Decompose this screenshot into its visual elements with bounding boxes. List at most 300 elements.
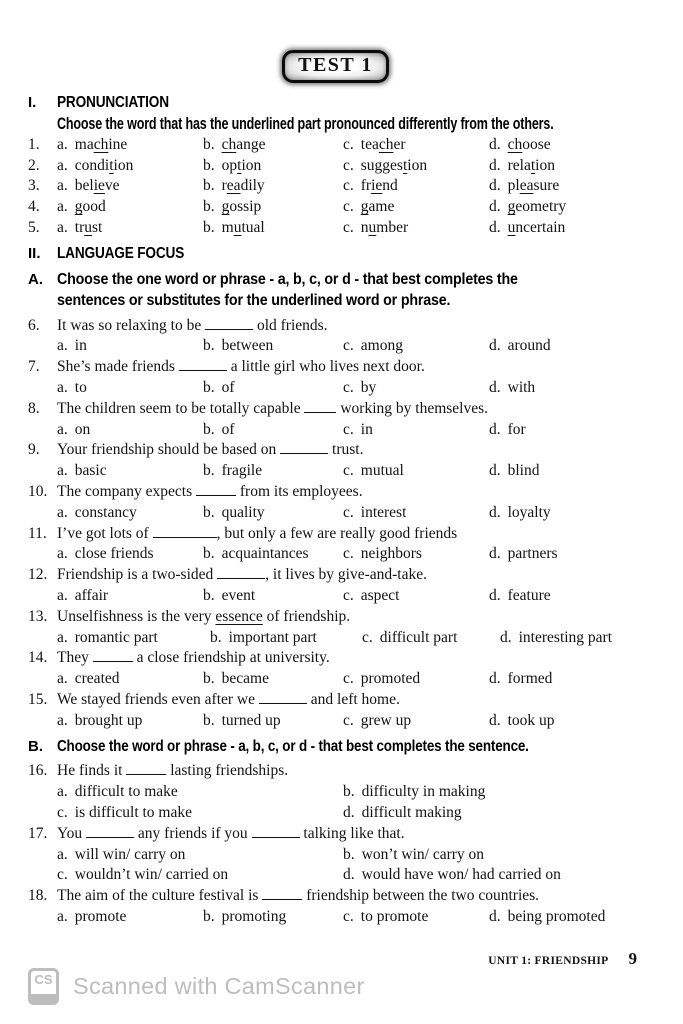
option-letter: d. [489, 907, 501, 925]
option-letter: b. [210, 628, 222, 646]
answer-option [57, 711, 203, 732]
question-item [28, 440, 673, 482]
option-text: relation [507, 156, 555, 174]
answer-option [343, 586, 489, 607]
question-stem: The aim of the culture festival is friendship between the two countries. [57, 887, 540, 905]
option-text: by [360, 378, 377, 396]
option-text: mutual [221, 218, 265, 236]
option-text: important part [228, 628, 317, 646]
answer-option [203, 197, 343, 218]
answer-blank [86, 824, 134, 838]
answer-option [57, 218, 203, 239]
option-letter: b. [203, 156, 215, 174]
question-stem: I’ve got lots of , but only a few are really good friends [57, 524, 458, 542]
answer-option [343, 803, 673, 824]
answer-option [343, 378, 489, 399]
option-letter: a. [57, 218, 68, 236]
option-letter: d. [489, 462, 501, 480]
answer-option [203, 907, 343, 928]
section-title-wrap [57, 92, 673, 113]
option-text: believe [74, 177, 120, 195]
question-item [28, 197, 673, 218]
option-letter: d. [489, 545, 501, 563]
question-number: 12. [28, 566, 48, 584]
question-stem: We stayed friends even after we and left home. [57, 690, 400, 708]
answer-option [489, 544, 673, 565]
option-letter: c. [343, 198, 354, 216]
answer-option [203, 378, 343, 399]
option-text: formed [507, 670, 553, 688]
answer-options [57, 628, 673, 649]
option-letter: b. [203, 503, 215, 521]
answer-option [57, 865, 343, 886]
option-letter: d. [489, 156, 501, 174]
answer-option [343, 865, 673, 886]
underlined-text: g [360, 198, 369, 216]
answer-option [489, 503, 673, 524]
answer-option [489, 711, 673, 732]
answer-option [203, 336, 343, 357]
question-body [57, 524, 673, 566]
answer-option [203, 420, 343, 441]
underlined-text: ie [93, 177, 105, 195]
option-text: friend [360, 177, 398, 195]
answer-options [57, 218, 673, 239]
question-item [28, 357, 673, 399]
option-letter: c. [343, 586, 354, 604]
option-letter: a. [57, 462, 68, 480]
answer-options [57, 420, 673, 441]
option-letter: d. [489, 378, 501, 396]
underlined-text: g [507, 198, 516, 216]
answer-option [57, 782, 343, 803]
answer-option [203, 135, 343, 156]
option-text: event [221, 586, 256, 604]
option-letter: b. [203, 586, 215, 604]
answer-options [57, 845, 673, 887]
answer-options [57, 782, 673, 824]
answer-option [343, 218, 489, 239]
answer-option [203, 461, 343, 482]
option-letter: d. [489, 135, 501, 153]
question-number: 7. [28, 358, 40, 376]
answer-option [343, 845, 673, 866]
question-stem: He finds it lasting friendships. [57, 762, 289, 780]
option-letter: c. [343, 218, 354, 236]
answer-option [343, 461, 489, 482]
answer-option [57, 176, 203, 197]
option-text: being promoted [507, 907, 606, 925]
option-text: for [507, 420, 526, 438]
question-body [57, 886, 673, 928]
question-number: 6. [28, 316, 40, 334]
part-letter: B. [28, 737, 43, 755]
option-letter: a. [57, 156, 68, 174]
option-letter: c. [343, 420, 354, 438]
question-body [57, 156, 673, 177]
option-letter: d. [489, 420, 501, 438]
option-text: aspect [360, 586, 400, 604]
option-text: feature [507, 586, 551, 604]
question-item [28, 607, 673, 649]
question-stem: She’s made friends a little girl who lives next door. [57, 358, 425, 376]
question-stem: They a close friendship at university. [57, 649, 330, 667]
option-text: took up [507, 711, 555, 729]
answer-option [57, 845, 343, 866]
option-text: promoted [360, 670, 421, 688]
question-body [57, 482, 673, 524]
option-letter: c. [343, 337, 354, 355]
option-letter: b. [203, 907, 215, 925]
option-text: option [221, 156, 262, 174]
option-letter: c. [362, 628, 373, 646]
camscanner-text: Scanned with CamScanner [73, 973, 365, 999]
answer-option [343, 176, 489, 197]
question-number: 10. [28, 482, 48, 500]
option-text: created [74, 670, 120, 688]
answer-options [57, 461, 673, 482]
option-letter: c. [57, 866, 68, 884]
option-letter: b. [203, 337, 215, 355]
question-item [28, 648, 673, 690]
option-letter: a. [57, 420, 68, 438]
answer-blank [126, 762, 166, 776]
question-body [57, 607, 673, 649]
option-letter: a. [57, 845, 68, 863]
answer-option [489, 420, 673, 441]
option-letter: a. [57, 135, 68, 153]
question-body [57, 761, 673, 823]
option-text: promote [74, 907, 127, 925]
question-number: 13. [28, 607, 48, 625]
answer-option [57, 378, 203, 399]
part-a-instruction-line1: Choose the one word or phrase - a, b, c, or d - that best completes the [57, 270, 518, 288]
underlined-text: ie [371, 177, 383, 195]
question-item [28, 482, 673, 524]
option-text: among [360, 337, 403, 355]
question-item [28, 135, 673, 156]
option-text: uncertain [507, 218, 566, 236]
question-number: 14. [28, 649, 48, 667]
question-item [28, 399, 673, 441]
answer-option [489, 461, 673, 482]
option-text: geometry [507, 198, 567, 216]
option-text: became [221, 670, 269, 688]
option-letter: a. [57, 337, 68, 355]
option-letter: d. [500, 628, 512, 646]
answer-blank [179, 357, 227, 371]
question-item [28, 156, 673, 177]
page-footer [488, 949, 637, 969]
answer-option [57, 544, 203, 565]
question-item [28, 565, 673, 607]
option-text: with [507, 378, 536, 396]
option-text: in [74, 337, 87, 355]
question-item [28, 824, 673, 886]
part-a-instruction-line2: sentences or substitutes for the underlined word or phrase. [57, 291, 451, 309]
underlined-text: ch [378, 135, 394, 153]
answer-options [57, 135, 673, 156]
option-letter: c. [343, 545, 354, 563]
underlined-text: u [233, 218, 242, 236]
question-number: 16. [28, 762, 48, 780]
answer-option [57, 586, 203, 607]
pronunciation-question-list [28, 135, 673, 239]
question-number: 9. [28, 441, 40, 459]
answer-option [203, 711, 343, 732]
option-text: good [74, 198, 106, 216]
answer-options [57, 544, 673, 565]
option-text: neighbors [360, 545, 422, 563]
test-title-badge: TEST 1 [282, 50, 389, 83]
option-letter: b. [203, 218, 215, 236]
camscanner-icon-base [28, 994, 59, 1005]
question-item [28, 761, 673, 823]
question-body [57, 565, 673, 607]
option-letter: c. [343, 135, 354, 153]
option-text: difficult to make [74, 783, 178, 801]
answer-option [57, 420, 203, 441]
answer-option [343, 420, 489, 441]
option-text: of [221, 378, 235, 396]
option-text: grew up [360, 711, 412, 729]
answer-option [57, 669, 203, 690]
underlined-text: g [221, 198, 230, 216]
option-letter: d. [489, 218, 501, 236]
option-letter: a. [57, 586, 68, 604]
option-text: to [74, 378, 87, 396]
option-letter: a. [57, 711, 68, 729]
answer-option [57, 197, 203, 218]
answer-option [57, 336, 203, 357]
option-text: difficult making [361, 803, 462, 821]
question-stem: It was so relaxing to be old friends. [57, 316, 328, 334]
answer-blank [153, 524, 217, 538]
part-b-question-list [28, 761, 673, 927]
option-letter: c. [343, 177, 354, 195]
underlined-text: g [74, 198, 83, 216]
answer-option [203, 503, 343, 524]
answer-option [57, 503, 203, 524]
option-text: is difficult to make [74, 803, 192, 821]
question-body [57, 824, 673, 886]
option-text: interest [360, 503, 407, 521]
answer-options [57, 378, 673, 399]
answer-option [57, 628, 210, 649]
option-text: around [507, 337, 551, 355]
question-number: 1. [28, 135, 40, 153]
pronunciation-instruction: Choose the word that has the underlined part pronounced differently from the others. [57, 114, 554, 133]
answer-option [57, 803, 343, 824]
option-text: romantic part [74, 628, 158, 646]
answer-options [57, 336, 673, 357]
instruction-wrap [57, 114, 673, 135]
option-text: trust [74, 218, 103, 236]
question-number: 11. [28, 524, 47, 542]
question-body [57, 357, 673, 399]
answer-option [210, 628, 362, 649]
option-text: mutual [360, 462, 404, 480]
option-text: turned up [221, 711, 281, 729]
section-title-wrap [57, 243, 673, 264]
question-item [28, 218, 673, 239]
option-letter: d. [489, 337, 501, 355]
answer-option [343, 197, 489, 218]
option-letter: d. [489, 503, 501, 521]
part-a-heading [28, 269, 673, 311]
question-item [28, 886, 673, 928]
option-letter: a. [57, 907, 68, 925]
option-text: constancy [74, 503, 137, 521]
option-text: partners [507, 545, 558, 563]
option-letter: b. [203, 462, 215, 480]
option-text: promoting [221, 907, 287, 925]
option-text: in [360, 420, 373, 438]
answer-option [343, 782, 673, 803]
answer-option [203, 156, 343, 177]
option-text: readily [221, 177, 265, 195]
question-number: 15. [28, 690, 48, 708]
option-text: affair [74, 586, 109, 604]
underlined-text: t [530, 156, 536, 174]
option-text: machine [74, 135, 128, 153]
option-letter: b. [203, 545, 215, 563]
answer-option [203, 586, 343, 607]
option-text: will win/ carry on [74, 845, 186, 863]
option-text: wouldn’t win/ carried on [74, 866, 229, 884]
answer-option [500, 628, 673, 649]
answer-options [57, 197, 673, 218]
option-letter: a. [57, 670, 68, 688]
option-text: on [74, 420, 91, 438]
answer-blank [304, 399, 336, 413]
answer-blank [217, 565, 265, 579]
option-letter: b. [203, 420, 215, 438]
answer-option [343, 544, 489, 565]
option-letter: d. [489, 198, 501, 216]
option-letter: d. [343, 866, 355, 884]
answer-options [57, 669, 673, 690]
part-a-question-list [28, 316, 673, 732]
answer-option [343, 336, 489, 357]
option-text: gossip [221, 198, 262, 216]
question-stem: Friendship is a two-sided , it lives by give-and-take. [57, 566, 427, 584]
answer-blank [259, 690, 307, 704]
underlined-text: ea [519, 177, 534, 195]
underlined-text: u [507, 218, 516, 236]
option-text: difficulty in making [361, 783, 486, 801]
part-a-instruction [57, 269, 673, 311]
option-letter: b. [203, 711, 215, 729]
question-number: 18. [28, 887, 48, 905]
option-letter: c. [343, 156, 354, 174]
option-letter: b. [203, 670, 215, 688]
answer-options [57, 176, 673, 197]
option-letter: c. [343, 378, 354, 396]
option-letter: a. [57, 378, 68, 396]
answer-option [57, 461, 203, 482]
question-body [57, 648, 673, 690]
answer-option [489, 218, 673, 239]
answer-option [57, 135, 203, 156]
question-body [57, 690, 673, 732]
section-language-focus-heading [28, 243, 673, 265]
question-body [57, 197, 673, 218]
answer-option [203, 176, 343, 197]
underlined-text: t [109, 156, 114, 174]
answer-option [343, 503, 489, 524]
answer-options [57, 907, 673, 928]
question-stem: The company expects from its employees. [57, 482, 363, 500]
section-numeral: I. [28, 94, 37, 111]
option-text: basic [74, 462, 107, 480]
option-letter: b. [203, 198, 215, 216]
question-number: 5. [28, 218, 40, 236]
camscanner-icon-letters: CS [34, 972, 53, 987]
answer-option [489, 176, 673, 197]
question-stem: Unselfishness is the very essence of friendship. [57, 607, 351, 625]
answer-options [57, 711, 673, 732]
test-badge-row [28, 50, 643, 83]
option-letter: c. [343, 907, 354, 925]
option-letter: c. [343, 503, 354, 521]
answer-option [203, 669, 343, 690]
answer-option [343, 907, 489, 928]
answer-option [489, 156, 673, 177]
answer-option [489, 197, 673, 218]
part-b-instruction-wrap [57, 736, 673, 757]
option-text: condition [74, 156, 134, 174]
answer-option [203, 544, 343, 565]
answer-option [362, 628, 500, 649]
question-number: 4. [28, 198, 40, 216]
option-letter: a. [57, 783, 68, 801]
option-letter: d. [489, 586, 501, 604]
answer-option [203, 218, 343, 239]
section-numeral: II. [28, 244, 41, 262]
section-pronunciation-heading [28, 92, 673, 114]
answer-options [57, 503, 673, 524]
answer-option [489, 378, 673, 399]
option-letter: a. [57, 503, 68, 521]
question-number: 17. [28, 824, 48, 842]
option-text: to promote [360, 907, 429, 925]
answer-option [343, 669, 489, 690]
option-letter: b. [343, 845, 355, 863]
answer-option [57, 907, 203, 928]
underlined-text: ea [226, 177, 241, 195]
option-text: game [360, 198, 395, 216]
underlined-text: ch [507, 135, 523, 153]
answer-blank [196, 482, 236, 496]
answer-blank [262, 886, 302, 900]
section-title: LANGUAGE FOCUS [57, 244, 185, 262]
option-letter: d. [489, 711, 501, 729]
question-item [28, 690, 673, 732]
answer-options [57, 586, 673, 607]
camscanner-icon [28, 968, 59, 1005]
option-letter: a. [57, 628, 68, 646]
section-title: PRONUNCIATION [57, 94, 169, 111]
question-number: 8. [28, 399, 40, 417]
option-text: would have won/ had carried on [361, 866, 561, 884]
answer-option [489, 336, 673, 357]
option-text: won’t win/ carry on [361, 845, 485, 863]
option-text: teacher [360, 135, 406, 153]
question-item [28, 316, 673, 358]
answer-options [57, 156, 673, 177]
underlined-text: u [368, 218, 377, 236]
